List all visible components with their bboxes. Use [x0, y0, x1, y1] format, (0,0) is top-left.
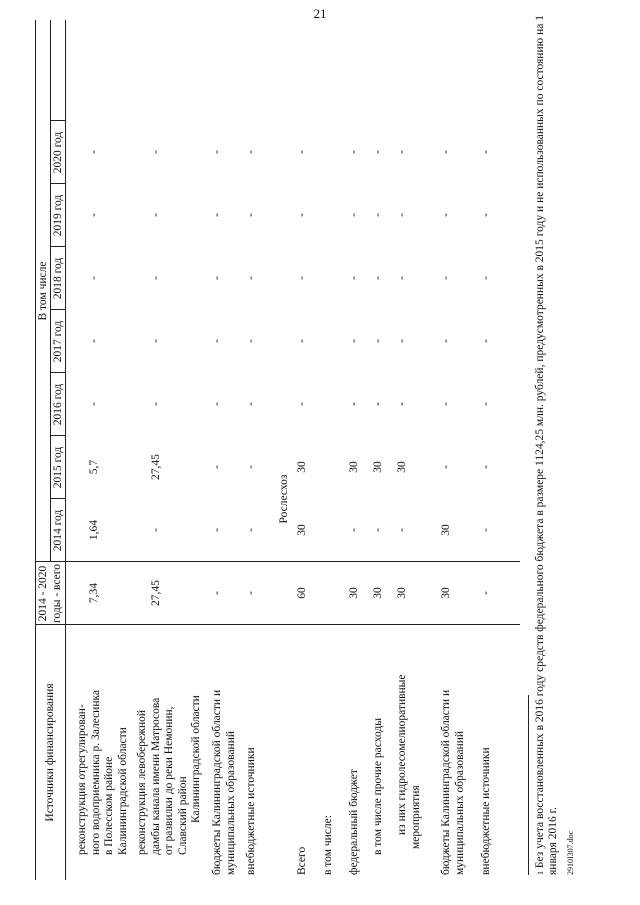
- row-value: -: [480, 465, 492, 469]
- header-total-line2: годы - всего: [51, 564, 63, 623]
- row-label: из них гидролесомелиоративные мероприятия: [396, 674, 422, 849]
- row-value: -: [372, 402, 384, 406]
- row-value: -: [372, 339, 384, 343]
- header-total-line1: 2014 - 2020: [37, 565, 49, 622]
- document-id: 2910I307.doc: [566, 830, 575, 875]
- row-value: -: [245, 528, 257, 532]
- row-total: 60: [296, 587, 308, 599]
- header-year-2015: 2015 год: [52, 446, 64, 489]
- row-label: бюджеты Калининградской области и муниципальных образований: [211, 689, 237, 875]
- row-total: -: [480, 591, 492, 595]
- row-label: реконструкция отрегулирован- ного водоприемника р. Залесинка в Полесском районе Калининградской области: [76, 690, 129, 855]
- row-value: -: [440, 465, 452, 469]
- row-value: -: [480, 276, 492, 280]
- row-total: 30: [348, 587, 360, 599]
- row-value: -: [150, 402, 162, 406]
- row-value: -: [88, 339, 100, 343]
- row-label: внебюджетные источники: [245, 747, 257, 875]
- header-year-2020: 2020 год: [52, 131, 64, 174]
- page-number: 21: [313, 6, 327, 21]
- row-value: -: [296, 213, 308, 217]
- row-value: -: [245, 339, 257, 343]
- row-value: -: [348, 150, 360, 154]
- row-label: бюджеты Калининградской области и муниципальных образований: [440, 689, 466, 875]
- row-value: -: [372, 276, 384, 280]
- row-total: 30: [372, 587, 384, 599]
- row-value: -: [150, 339, 162, 343]
- row-value: -: [245, 213, 257, 217]
- row-value: -: [211, 213, 223, 217]
- header-year-2014: 2014 год: [52, 509, 64, 552]
- row-value: -: [396, 213, 408, 217]
- row-value: 1,64: [88, 519, 100, 541]
- row-value: -: [88, 213, 100, 217]
- row-value: -: [348, 276, 360, 280]
- header-year-2019: 2019 год: [52, 194, 64, 237]
- row-label: внебюджетные источники: [480, 747, 492, 875]
- row-value: -: [372, 213, 384, 217]
- row-label: Всего: [296, 846, 308, 875]
- row-value: -: [150, 528, 162, 532]
- row-value: -: [480, 402, 492, 406]
- row-value: -: [88, 402, 100, 406]
- row-value: 30: [296, 461, 308, 473]
- row-total: -: [245, 591, 257, 595]
- row-value: -: [440, 150, 452, 154]
- row-value: 5,7: [88, 459, 100, 475]
- table-top-rule: [35, 20, 36, 880]
- row-value: -: [211, 402, 223, 406]
- row-value: -: [211, 528, 223, 532]
- row-value: 30: [296, 524, 308, 536]
- row-value: -: [480, 150, 492, 154]
- row-value: -: [372, 150, 384, 154]
- row-value: -: [245, 276, 257, 280]
- header-year-2018: 2018 год: [52, 257, 64, 300]
- row-value: -: [211, 276, 223, 280]
- rotated-table-page: [0, 10, 580, 880]
- row-value: -: [150, 213, 162, 217]
- row-value: -: [296, 402, 308, 406]
- row-value: -: [396, 150, 408, 154]
- row-value: -: [296, 150, 308, 154]
- row-value: -: [88, 276, 100, 280]
- row-label: в том числе прочие расходы: [372, 717, 384, 855]
- row-value: -: [480, 528, 492, 532]
- row-label: федеральный бюджет: [348, 769, 360, 875]
- row-value: -: [348, 528, 360, 532]
- row-value: -: [211, 465, 223, 469]
- row-value: -: [245, 150, 257, 154]
- row-value: -: [211, 150, 223, 154]
- row-value: -: [480, 339, 492, 343]
- footnote: [534, 15, 560, 875]
- row-value: 30: [348, 461, 360, 473]
- row-value: -: [440, 213, 452, 217]
- subheader-rule: [50, 20, 51, 562]
- row-value: -: [245, 465, 257, 469]
- row-value: -: [372, 528, 384, 532]
- footnote-separator: [528, 695, 529, 875]
- row-value: -: [88, 150, 100, 154]
- row-value: -: [440, 339, 452, 343]
- row-value: -: [396, 339, 408, 343]
- row-value: 30: [440, 524, 452, 536]
- row-value: -: [150, 276, 162, 280]
- row-value: -: [396, 276, 408, 280]
- row-value: -: [296, 276, 308, 280]
- row-value: -: [396, 402, 408, 406]
- row-value: -: [440, 276, 452, 280]
- row-total: 30: [440, 587, 452, 599]
- row-value: -: [245, 402, 257, 406]
- row-value: -: [396, 528, 408, 532]
- row-value: -: [348, 339, 360, 343]
- footnote-mark: 1: [536, 871, 545, 875]
- row-value: -: [480, 213, 492, 217]
- footnote-text: Без учета восстановленных в 2016 году средств федерального бюджета в размере 1124,25 млн. рублей, предусмотренных в 2015 году и не использованных по состоянию на 1 января 2016 г.: [534, 15, 559, 875]
- header-year-2017: 2017 год: [52, 320, 64, 363]
- section-title: Рослесхоз: [278, 474, 290, 524]
- row-value: -: [440, 402, 452, 406]
- row-value: -: [211, 339, 223, 343]
- row-value: -: [296, 339, 308, 343]
- col-divider: [35, 624, 520, 625]
- table-header-bottom-rule: [65, 20, 66, 880]
- header-source-column: Источники финансирования: [44, 683, 56, 822]
- row-label: реконструкция левобережной дамбы канала имени Матросова от развилки до реки Немонин, Славский район Калининградской области: [136, 695, 202, 855]
- row-value: -: [348, 402, 360, 406]
- row-value: -: [348, 213, 360, 217]
- row-total: 7,34: [88, 582, 100, 604]
- row-value: 30: [396, 461, 408, 473]
- row-value: -: [150, 150, 162, 154]
- row-value: 30: [372, 461, 384, 473]
- row-total: 30: [396, 587, 408, 599]
- row-total: -: [211, 591, 223, 595]
- row-value: 27,45: [150, 454, 162, 480]
- row-total: 27,45: [150, 580, 162, 606]
- header-year-2016: 2016 год: [52, 383, 64, 426]
- row-label: в том числе:: [322, 815, 334, 875]
- header-in-that-number: В том числе: [37, 261, 49, 321]
